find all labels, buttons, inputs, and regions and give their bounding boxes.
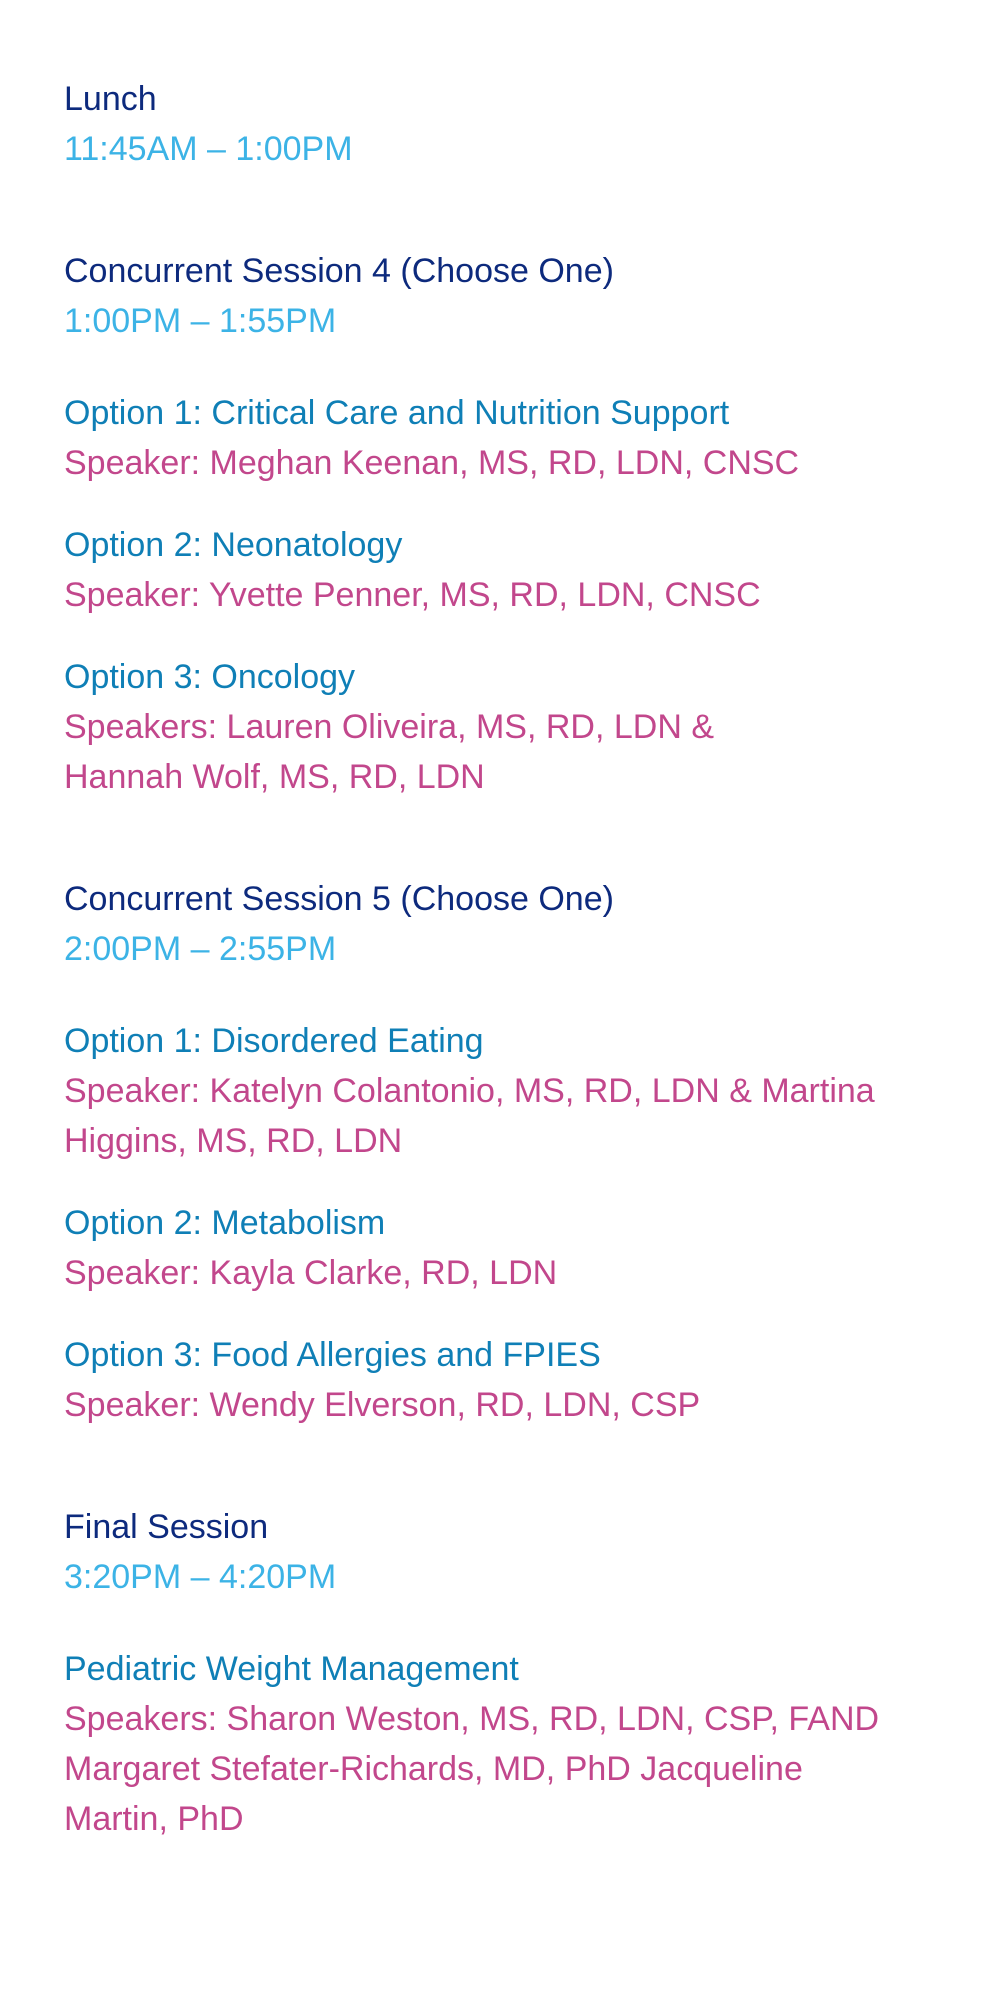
session5-time: 2:00PM – 2:55PM (64, 930, 337, 968)
option-title: Option 3: Food Allergies and FPIES (64, 1336, 601, 1374)
session4-heading: Concurrent Session 4 (Choose One) (64, 252, 614, 290)
speaker-line: Speakers: Lauren Oliveira, MS, RD, LDN & (64, 708, 715, 746)
final-heading: Final Session (64, 1508, 269, 1546)
speaker-line: Martin, PhD (64, 1800, 244, 1838)
session5-heading: Concurrent Session 5 (Choose One) (64, 880, 614, 918)
option-title: Option 1: Disordered Eating (64, 1022, 484, 1060)
session5-option-1 (64, 1016, 964, 1166)
speaker-line: Hannah Wolf, MS, RD, LDN (64, 758, 485, 796)
option-title: Option 1: Critical Care and Nutrition Support (64, 394, 730, 432)
session4-section (64, 246, 964, 802)
session4-option-2 (64, 520, 964, 620)
session5-option-2 (64, 1198, 964, 1298)
option-title: Option 3: Oncology (64, 658, 356, 696)
speaker-line: Higgins, MS, RD, LDN (64, 1122, 403, 1160)
session4-option-3 (64, 652, 964, 802)
speaker-line: Margaret Stefater-Richards, MD, PhD Jacqueline (64, 1750, 803, 1788)
agenda-page (64, 74, 964, 1844)
lunch-section (64, 74, 964, 174)
session5-section (64, 874, 964, 1430)
speaker-line: Speaker: Yvette Penner, MS, RD, LDN, CNSC (64, 576, 761, 614)
speaker-line: Speaker: Kayla Clarke, RD, LDN (64, 1254, 558, 1292)
option-title: Option 2: Metabolism (64, 1204, 386, 1242)
session4-time: 1:00PM – 1:55PM (64, 302, 337, 340)
final-title: Pediatric Weight Management (64, 1650, 519, 1688)
speaker-line: Speakers: Sharon Weston, MS, RD, LDN, CSP, FAND (64, 1700, 880, 1738)
lunch-heading: Lunch (64, 80, 157, 118)
session4-option-1 (64, 388, 964, 488)
speaker-line: Speaker: Katelyn Colantonio, MS, RD, LDN & Martina (64, 1072, 875, 1110)
final-session-detail (64, 1644, 964, 1844)
lunch-time: 11:45AM – 1:00PM (64, 130, 353, 168)
speaker-line: Speaker: Meghan Keenan, MS, RD, LDN, CNSC (64, 444, 800, 482)
speaker-line: Speaker: Wendy Elverson, RD, LDN, CSP (64, 1386, 701, 1424)
final-section (64, 1502, 964, 1844)
option-title: Option 2: Neonatology (64, 526, 403, 564)
final-time: 3:20PM – 4:20PM (64, 1558, 337, 1596)
session5-option-3 (64, 1330, 964, 1430)
